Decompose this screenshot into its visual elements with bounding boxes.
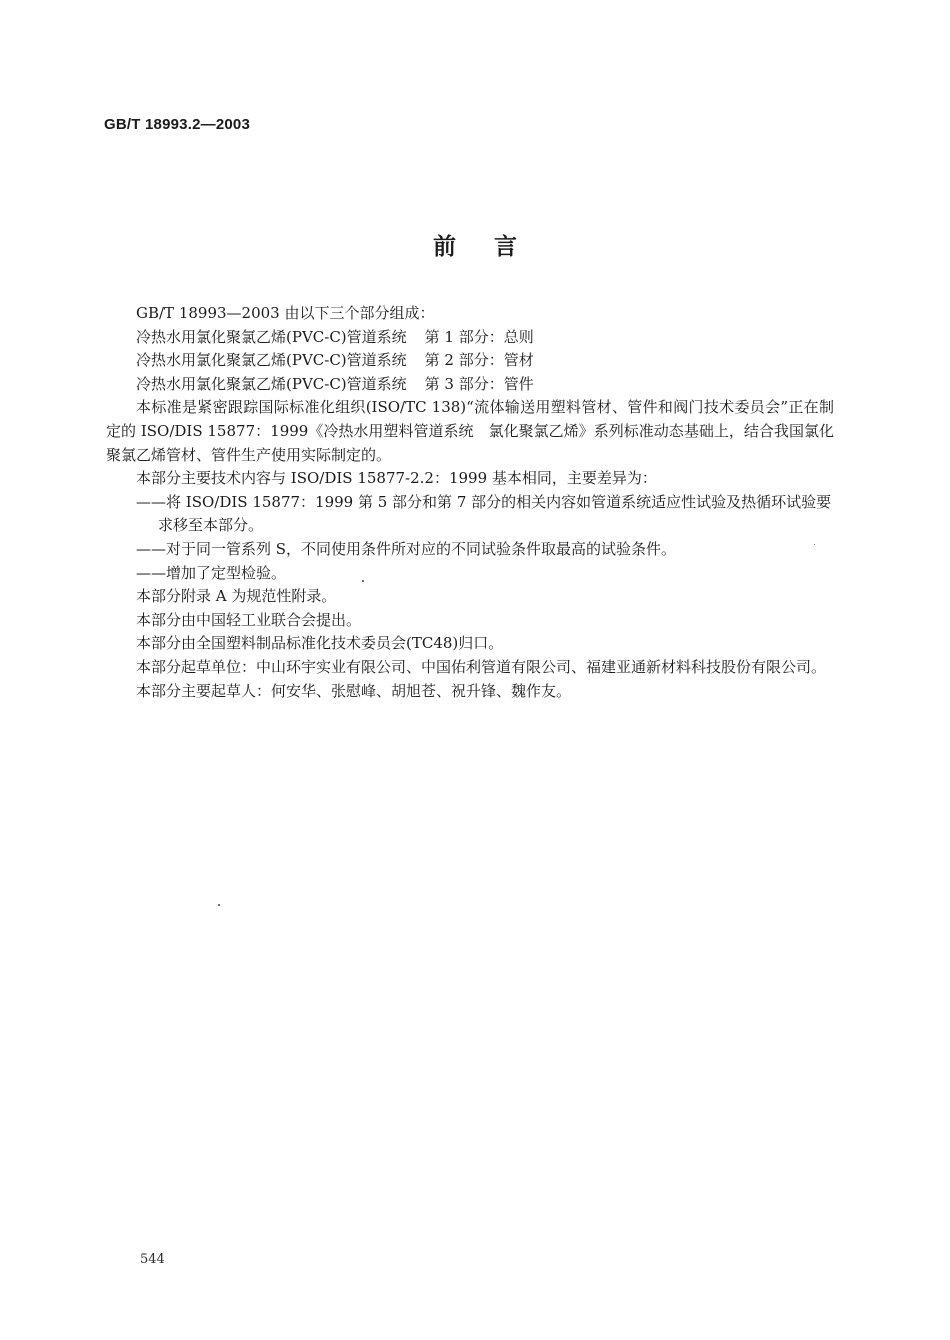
part-list-item-3	[106, 373, 834, 397]
part-label: 第 1 部分：总则	[424, 327, 534, 346]
difference-item-2: ——对于同一管系列 S，不同使用条件所对应的不同试验条件取最高的试验条件。	[136, 539, 677, 558]
page-number: 544	[140, 1252, 165, 1267]
part-list-item-1	[106, 326, 834, 350]
basis-paragraph: 本标准是紧密跟踪国际标准化组织(ISO/TC 138)“流体输送用塑料管材、管件和阀门技术委员会”正在制定的 ISO/DIS 15877：1999《冷热水用塑料管道系统 氯化聚氯乙烯》系列标准动态基础上，结合我国氯化聚氯乙烯管材、管件生产使用实际制定的。	[106, 398, 834, 464]
part-list-item-2	[106, 349, 834, 373]
proposed-by-paragraph: 本部分由中国轻工业联合会提出。	[136, 610, 362, 629]
scan-speck	[362, 580, 364, 582]
drafters-paragraph: 本部分主要起草人：何安华、张慰峰、胡旭苍、祝升锋、魏作友。	[136, 681, 572, 700]
part-label: 第 2 部分：管材	[424, 351, 534, 370]
intro-paragraph: GB/T 18993—2003 由以下三个部分组成：	[136, 304, 435, 322]
scan-speck	[814, 544, 815, 545]
part-name: 冷热水用氯化聚氯乙烯(PVC-C)管道系统	[136, 374, 407, 393]
scan-speck	[218, 904, 220, 906]
part-label: 第 3 部分：管件	[424, 374, 534, 393]
part-name: 冷热水用氯化聚氯乙烯(PVC-C)管道系统	[136, 327, 407, 346]
foreword-body	[106, 302, 834, 703]
page-title: 前言	[433, 234, 555, 260]
standard-number: GB/T 18993.2—2003	[104, 116, 250, 133]
drafting-units-paragraph: 本部分起草单位：中山环宇实业有限公司、中国佑利管道有限公司、福建亚通新材料科技股份有限公司。	[136, 657, 827, 676]
difference-item-3: ——增加了定型检验。	[136, 563, 287, 582]
difference-item-1: ——将 ISO/DIS 15877：1999 第 5 部分和第 7 部分的相关内容如管道系统适应性试验及热循环试验要求移至本部分。	[136, 492, 832, 535]
part-name: 冷热水用氯化聚氯乙烯(PVC-C)管道系统	[136, 351, 407, 370]
centralized-by-paragraph: 本部分由全国塑料制品标准化技术委员会(TC48)归口。	[136, 634, 504, 653]
annex-paragraph: 本部分附录 A 为规范性附录。	[136, 587, 337, 606]
differences-intro-paragraph: 本部分主要技术内容与 ISO/DIS 15877-2.2：1999 基本相同，主要差异为：	[136, 469, 657, 488]
